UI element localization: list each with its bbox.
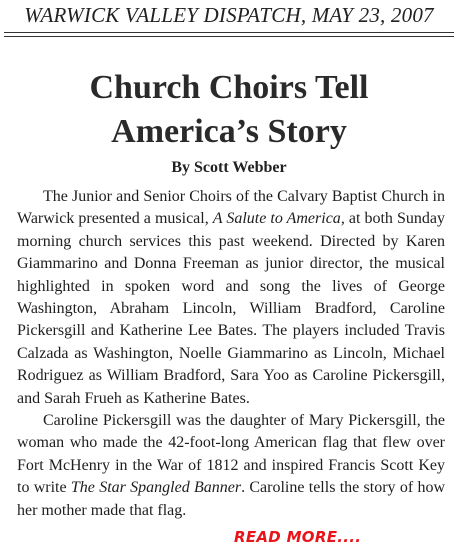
paragraph-2 [17,410,445,522]
masthead: WARWICK VALLEY DISPATCH, MAY 23, 2007 [24,3,434,27]
paragraph-1 [17,186,445,410]
article-headline [0,66,458,154]
musical-title: A Salute to America [212,210,341,228]
masthead-rule-bottom [4,36,454,37]
article-body [17,186,445,522]
byline: By Scott Webber [171,159,287,176]
song-title: The Star Spangled Banner [70,479,242,497]
headline-line-2: America’s Story [111,113,347,150]
paragraph-2-text-b: . Caroline tells the story of how her mother made that flag. [17,479,446,519]
paragraph-1-text-b: , at both Sunday morning church services this past weekend. Directed by Karen Giammarino and Donna Freeman as junior director, the musical highlighted in spoken word and song the lives of George Washington, Abraham Lincoln, William Bradford, Caroline Pickersgill and Katherine Lee Bates. The players included Travis Calzada as Washington, Noelle Giammarino as Lincoln, Michael Rodriguez as William Bradford, Sara Yoo as Caroline Pickersgill, and Sarah Frueh as Katherine Bates. [17,210,445,407]
masthead-rule-top [4,32,454,33]
headline-line-1: Church Choirs Tell [89,69,369,106]
read-more-link[interactable]: READ MORE.... [234,528,362,546]
paragraph-1-text-a: The Junior and Senior Choirs of the Calvary Baptist Church in Warwick presented a musical, [17,188,445,228]
paragraph-2-text-a: Caroline Pickersgill was the daughter of Mary Pickersgill, the woman who made the 42-foot-long American flag that flew over Fort McHenry in the War of 1812 and inspired Francis Scott Key to write [17,412,445,497]
